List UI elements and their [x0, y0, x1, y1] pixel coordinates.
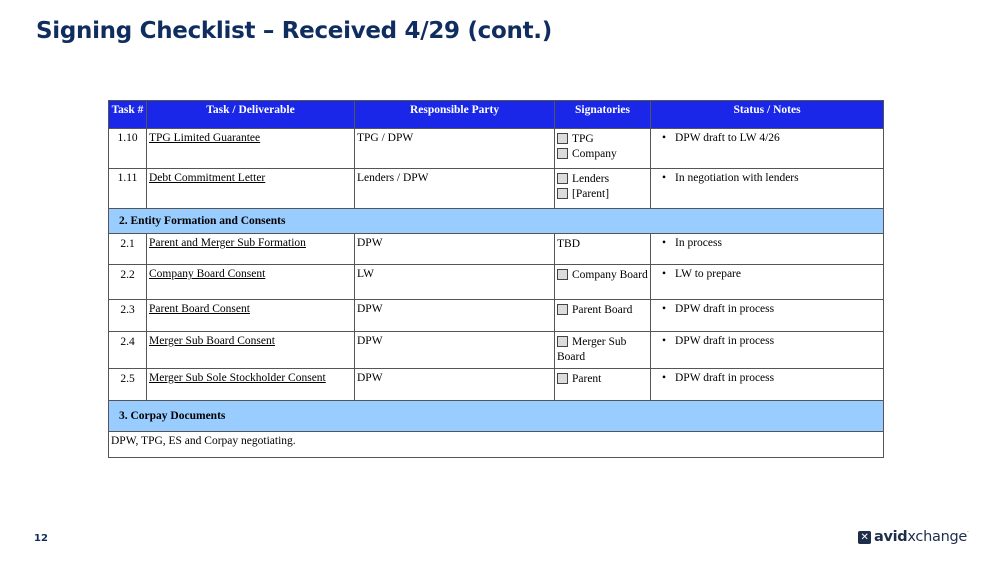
page-number: 12 — [34, 533, 48, 544]
bullet-icon: • — [661, 372, 667, 384]
task-link[interactable]: TPG Limited Guarantee — [149, 132, 261, 144]
status-text: In process — [675, 237, 722, 249]
status-text: DPW draft to LW 4/26 — [675, 132, 780, 144]
section-title: 3. Corpay Documents — [109, 401, 884, 432]
signatory — [557, 303, 648, 318]
task-number: 2.4 — [109, 332, 147, 369]
table-row — [109, 169, 884, 209]
status-notes — [651, 265, 884, 300]
status-text: LW to prepare — [675, 268, 741, 280]
task-number: 1.11 — [109, 169, 147, 209]
task-link[interactable]: Debt Commitment Letter — [149, 172, 266, 184]
task-deliverable — [147, 369, 355, 401]
signatory — [557, 172, 648, 187]
signatory-label: Merger Sub Board — [557, 336, 627, 363]
task-deliverable — [147, 265, 355, 300]
responsible-party: TPG / DPW — [355, 129, 555, 169]
signatory — [557, 237, 648, 252]
task-link[interactable]: Parent Board Consent — [149, 303, 250, 315]
task-number: 2.5 — [109, 369, 147, 401]
table-row — [109, 129, 884, 169]
signatories — [555, 169, 651, 209]
responsible-party: Lenders / DPW — [355, 169, 555, 209]
status-notes — [651, 169, 884, 209]
bullet-icon: • — [661, 237, 667, 249]
header-status: Status / Notes — [651, 101, 884, 129]
header-party: Responsible Party — [355, 101, 555, 129]
signatories — [555, 129, 651, 169]
task-link[interactable]: Merger Sub Sole Stockholder Consent — [149, 372, 326, 384]
header-task: Task / Deliverable — [147, 101, 355, 129]
header-task-num: Task # — [109, 101, 147, 129]
bullet-icon: • — [661, 335, 667, 347]
status-notes — [651, 332, 884, 369]
responsible-party: DPW — [355, 300, 555, 332]
task-deliverable — [147, 129, 355, 169]
task-deliverable — [147, 300, 355, 332]
responsible-party: DPW — [355, 234, 555, 265]
signatory — [557, 335, 648, 365]
table-row — [109, 234, 884, 265]
signatories — [555, 332, 651, 369]
signatory-label: Company Board — [572, 269, 648, 281]
avidxchange-logo — [858, 529, 969, 545]
task-number: 2.3 — [109, 300, 147, 332]
signatories — [555, 234, 651, 265]
status-text: In negotiation with lenders — [675, 172, 799, 184]
checkbox-icon[interactable] — [557, 269, 568, 280]
status-text: DPW draft in process — [675, 303, 775, 315]
task-number: 2.2 — [109, 265, 147, 300]
checkbox-icon[interactable] — [557, 133, 568, 144]
status-text: DPW draft in process — [675, 372, 775, 384]
checkbox-icon[interactable] — [557, 148, 568, 159]
checkbox-icon[interactable] — [557, 188, 568, 199]
signatory — [557, 187, 648, 202]
status-notes — [651, 369, 884, 401]
signatory-label: TPG — [572, 133, 594, 145]
x-logo-icon: ✕ — [858, 531, 871, 544]
header-signatories: Signatories — [555, 101, 651, 129]
status-notes — [651, 300, 884, 332]
task-deliverable — [147, 332, 355, 369]
signatory-label: [Parent] — [572, 188, 610, 200]
status-notes — [651, 234, 884, 265]
signatory-label: TBD — [557, 238, 580, 250]
signatory — [557, 147, 648, 162]
bullet-icon: • — [661, 303, 667, 315]
logo-text: avidxchange· — [874, 529, 969, 545]
checkbox-icon[interactable] — [557, 336, 568, 347]
task-link[interactable]: Parent and Merger Sub Formation — [149, 237, 306, 249]
signatory-label: Company — [572, 148, 617, 160]
bullet-icon: • — [661, 172, 667, 184]
note-text: DPW, TPG, ES and Corpay negotiating. — [109, 432, 884, 458]
table-row — [109, 265, 884, 300]
table-row — [109, 300, 884, 332]
checkbox-icon[interactable] — [557, 173, 568, 184]
section-row — [109, 209, 884, 234]
signatory — [557, 132, 648, 147]
task-number: 1.10 — [109, 129, 147, 169]
checkbox-icon[interactable] — [557, 373, 568, 384]
signatory-label: Lenders — [572, 173, 610, 185]
table-row — [109, 332, 884, 369]
page-title: Signing Checklist – Received 4/29 (cont.) — [36, 18, 552, 44]
table-row — [109, 432, 884, 458]
task-deliverable — [147, 234, 355, 265]
responsible-party: DPW — [355, 332, 555, 369]
signatory — [557, 268, 648, 283]
section-row — [109, 401, 884, 432]
task-link[interactable]: Company Board Consent — [149, 268, 266, 280]
signing-checklist-table — [108, 100, 884, 458]
table-header-row — [109, 101, 884, 129]
signatory-label: Parent — [572, 373, 602, 385]
bullet-icon: • — [661, 132, 667, 144]
section-title: 2. Entity Formation and Consents — [109, 209, 884, 234]
signatories — [555, 265, 651, 300]
responsible-party: LW — [355, 265, 555, 300]
signatory-label: Parent Board — [572, 304, 633, 316]
task-deliverable — [147, 169, 355, 209]
signatory — [557, 372, 648, 387]
status-text: DPW draft in process — [675, 335, 775, 347]
signatories — [555, 300, 651, 332]
table-row — [109, 369, 884, 401]
responsible-party: DPW — [355, 369, 555, 401]
signatories — [555, 369, 651, 401]
task-link[interactable]: Merger Sub Board Consent — [149, 335, 275, 347]
task-number: 2.1 — [109, 234, 147, 265]
status-notes — [651, 129, 884, 169]
checkbox-icon[interactable] — [557, 304, 568, 315]
bullet-icon: • — [661, 268, 667, 280]
